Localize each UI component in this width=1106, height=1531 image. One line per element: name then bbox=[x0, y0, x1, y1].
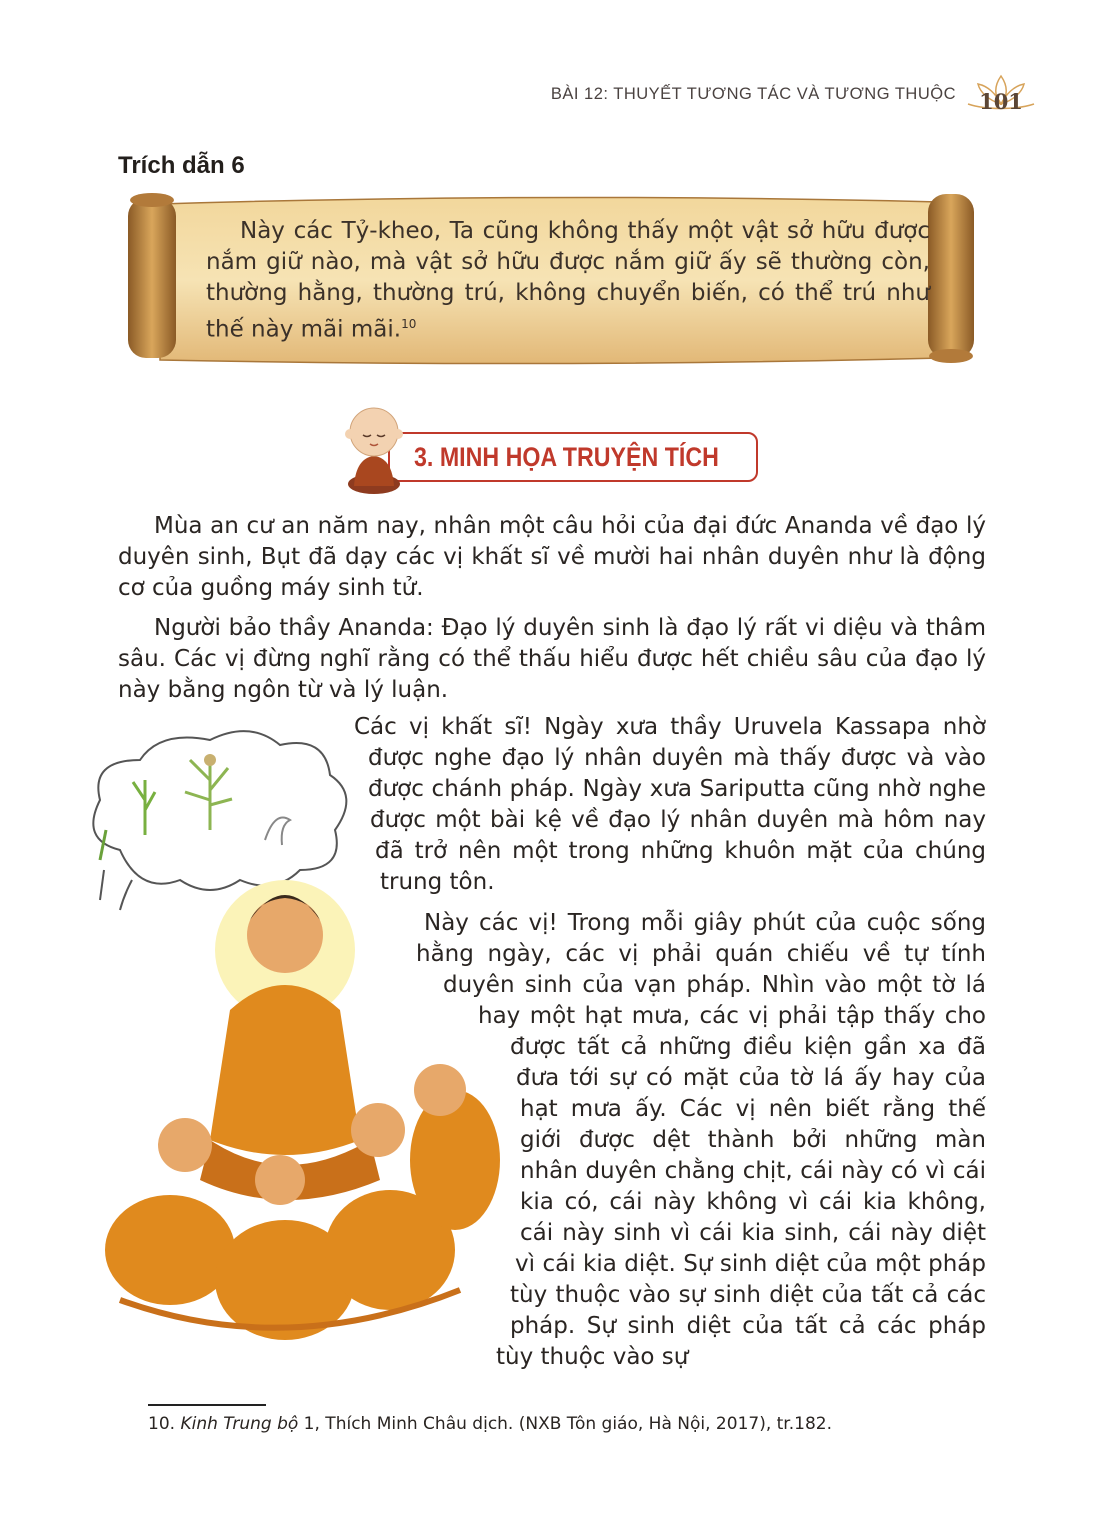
running-title: BÀI 12: THUYẾT TƯƠNG TÁC VÀ TƯƠNG THUỘC bbox=[550, 84, 956, 103]
page-number: 101 bbox=[979, 89, 1023, 114]
quote-text bbox=[206, 216, 930, 346]
footnote-source-title: Kinh Trung bộ bbox=[180, 1414, 299, 1434]
page-header bbox=[551, 76, 1036, 112]
footnote bbox=[148, 1414, 832, 1434]
story-paragraph: Người bảo thầy Ananda: Đạo lý duyên sinh là đạo lý rất vi diệu và thâm sâu. Các vị đừng nghĩ rằng có thể thấu hiểu được hết chiều sâu của đạo lý này bằng ngôn từ và lý luận. bbox=[118, 615, 986, 703]
story-wrapped-text bbox=[118, 712, 986, 1425]
footnote-source-details: 1, Thích Minh Châu dịch. (NXB Tôn giáo, Hà Nội, 2017), tr.182. bbox=[298, 1414, 832, 1434]
story-paragraph: Mùa an cư an năm nay, nhân một câu hỏi của đại đức Ananda về đạo lý duyên sinh, Bụt đã dạy các vị khất sĩ về mười hai nhân duyên như là động cơ của guồng máy sinh tử. bbox=[118, 513, 986, 601]
parchment-scroll bbox=[120, 190, 980, 370]
section-title: 3. MINH HỌA TRUYỆN TÍCH bbox=[414, 442, 719, 472]
monk-icon bbox=[336, 402, 416, 497]
lotus-page-emblem bbox=[966, 74, 1036, 114]
footnote-ref[interactable]: 10 bbox=[401, 317, 417, 331]
quote-body: Này các Tỷ-kheo, Ta cũng không thấy một vật sở hữu được nắm giữ nào, mà vật sở hữu được nắm giữ ấy sẽ thường còn, thường hằng, thường trú, không chuyển biến, có thể trú như thế này mãi mãi. bbox=[206, 218, 930, 343]
footnote-number: 10. bbox=[148, 1414, 181, 1434]
quote-label: Trích dẫn 6 bbox=[118, 152, 245, 179]
story-paragraph: Các vị khất sĩ! Ngày xưa thầy Uruvela Kassapa nhờ được nghe đạo lý nhân duyên mà thấy được và vào được chánh pháp. Ngày xưa Sariputta cũng nhờ nghe được một bài kệ về đạo lý nhân duyên mà hôm nay đã trở nên một trong những khuôn mặt của chúng trung tôn. bbox=[354, 714, 986, 895]
footnote-rule bbox=[148, 1404, 266, 1406]
section-banner bbox=[336, 402, 766, 497]
story-paragraph: Này các vị! Trong mỗi giây phút của cuộc sống hằng ngày, các vị phải quán chiếu về tự tính duyên sinh của vạn pháp. Nhìn vào một tờ lá hay một hạt mưa, các vị phải tập thấy cho được tất cả những điều kiện gần xa đã đưa tới sự có mặt của tờ lá ấy hay của hạt mưa ấy. Các vị nên biết rằng thế giới được dệt thành bởi những màn nhân duyên chằng chịt, cái này có vì cái kia có, cái này không vì cái kia không, cái này sinh vì cái kia sinh, cái này diệt vì cái kia diệt. Sự sinh diệt của một pháp tùy thuộc vào sự sinh diệt của tất cả các pháp. Sự sinh diệt của tất cả các pháp tùy thuộc vào sự bbox=[416, 910, 986, 1370]
